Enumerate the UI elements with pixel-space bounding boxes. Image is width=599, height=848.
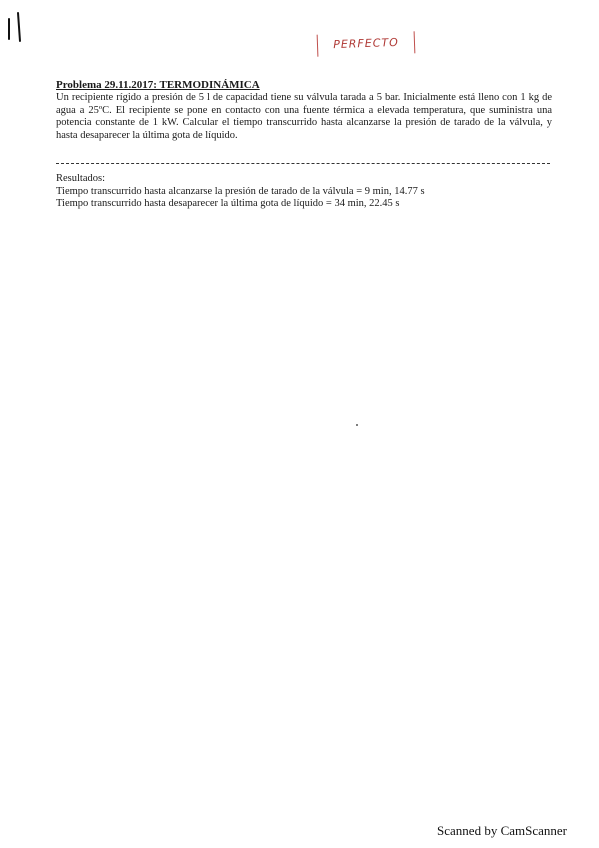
grade-stamp: PERFECTO	[317, 31, 416, 56]
scanner-watermark: Scanned by CamScanner	[437, 823, 567, 838]
problem-statement	[56, 79, 552, 142]
scan-edge-mark	[17, 12, 21, 42]
results-heading: Resultados:	[56, 173, 105, 184]
scan-speck	[356, 424, 358, 426]
result-line: Tiempo transcurrido hasta alcanzarse la presión de tarado de la válvula = 9 min, 14.77 s	[56, 185, 425, 197]
result-line: Tiempo transcurrido hasta desaparecer la última gota de líquido = 34 min, 22.45 s	[56, 198, 400, 209]
dashed-divider	[56, 163, 550, 164]
scan-edge-mark	[8, 18, 10, 40]
results-section	[56, 173, 552, 211]
problem-title: Problema 29.11.2017: TERMODINÁMICA	[56, 79, 260, 91]
problem-text: Un recipiente rígido a presión de 5 l de capacidad tiene su válvula tarada a 5 bar. Inicialmente está lleno con 1 kg de agua a 25ºC. El recipiente se pone en contacto con una fuente térmica a elevada temperatura, que suministra una potencia constante de 1 kW. Calcular el tiempo transcurrido hasta alcanzarse la presión de tarado de la válvula, y hasta desaparecer la última gota de líquido.	[56, 92, 552, 141]
